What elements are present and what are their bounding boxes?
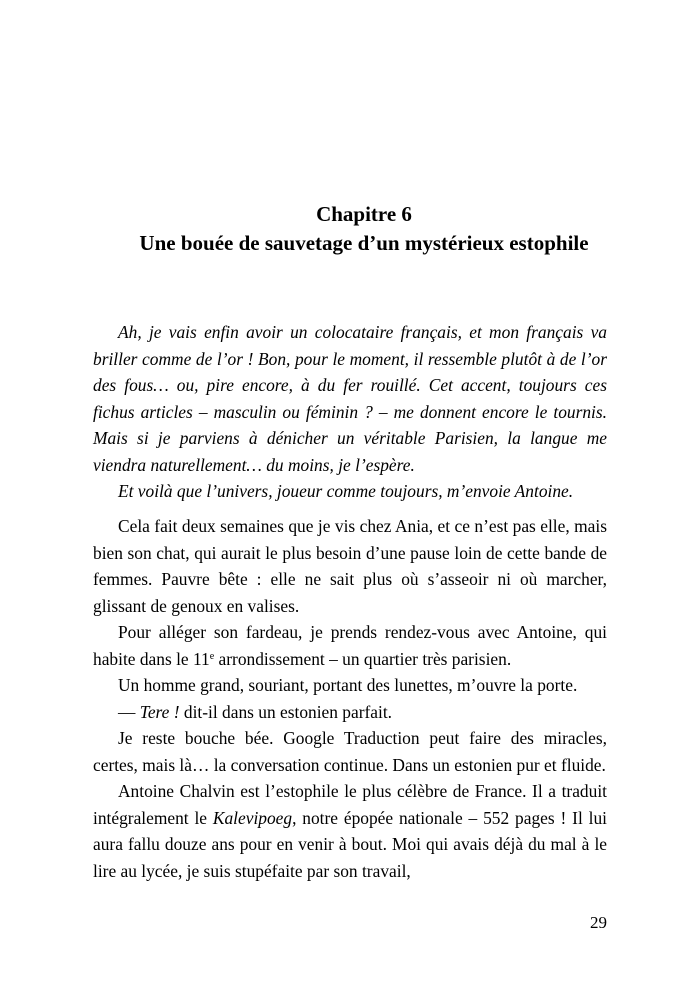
dialogue-italic: Tere !	[139, 701, 180, 722]
paragraph: Un homme grand, souriant, portant des lunettes, m’ouvre la porte.	[118, 675, 578, 695]
italic-paragraph: Et voilà que l’univers, joueur comme toujours, m’envoie Antoine.	[118, 481, 574, 501]
chapter-title: Une bouée de sauvetage d’un mystérieux estophile	[139, 231, 589, 255]
paragraph: Cela fait deux semaines que je vis chez Ania, et ce n’est pas elle, mais bien son chat, qui aurait le plus besoin d’une pause loin de cette bande de femmes. Pauvre bête : elle ne sait plus où s’asseoir ni où marcher, glissant de genoux en valises.	[93, 516, 607, 616]
paragraph-text: Pour alléger son fardeau, je prends rendez-vous avec Antoine, qui habite dans le 11	[93, 622, 607, 669]
chapter-number: Chapitre 6	[316, 202, 412, 226]
paragraph-text: , notre épopée nationale – 552 pages ! Il lui aura fallu douze ans pour en venir à bout. Moi qui avais déjà du mal à le lire au lycée, je suis stupéfaite par son travail,	[93, 807, 607, 881]
paragraph: Je reste bouche bée. Google Traduction peut faire des miracles, certes, mais là… la conversation continue. Dans un estonien pur et fluide.	[93, 728, 607, 775]
paragraph-text: arrondissement – un quartier très parisien.	[214, 648, 512, 669]
paragraph	[93, 619, 607, 672]
paragraph-text: dit-il dans un estonien parfait.	[179, 701, 393, 722]
page-number: 29	[590, 913, 607, 932]
main-text	[93, 513, 607, 884]
paragraph	[93, 778, 607, 884]
dialogue-paragraph	[93, 699, 607, 726]
dialogue-dash: —	[118, 701, 140, 722]
ordinal-superscript: e	[209, 650, 215, 662]
italic-paragraph: Ah, je vais enfin avoir un colocataire français, et mon français va briller comme de l’or ! Bon, pour le moment, il ressemble plutôt à de l’or des fous… ou, pire encore, à du fer rouillé. Cet accent, toujours ces fichus articles – masculin ou féminin ? – me donnent encore le tournis. Mais si je parviens à dénicher un véritable Parisien, la langue me viendra naturellement… du moins, je l’espère.	[93, 322, 607, 475]
italic-intro	[93, 319, 607, 505]
chapter-heading	[0, 200, 700, 258]
book-title-italic: Kalevipoeg	[212, 807, 293, 828]
paragraph-text: Antoine Chalvin est l’estophile le plus célèbre de France. Il a traduit intégralement le	[93, 781, 607, 828]
